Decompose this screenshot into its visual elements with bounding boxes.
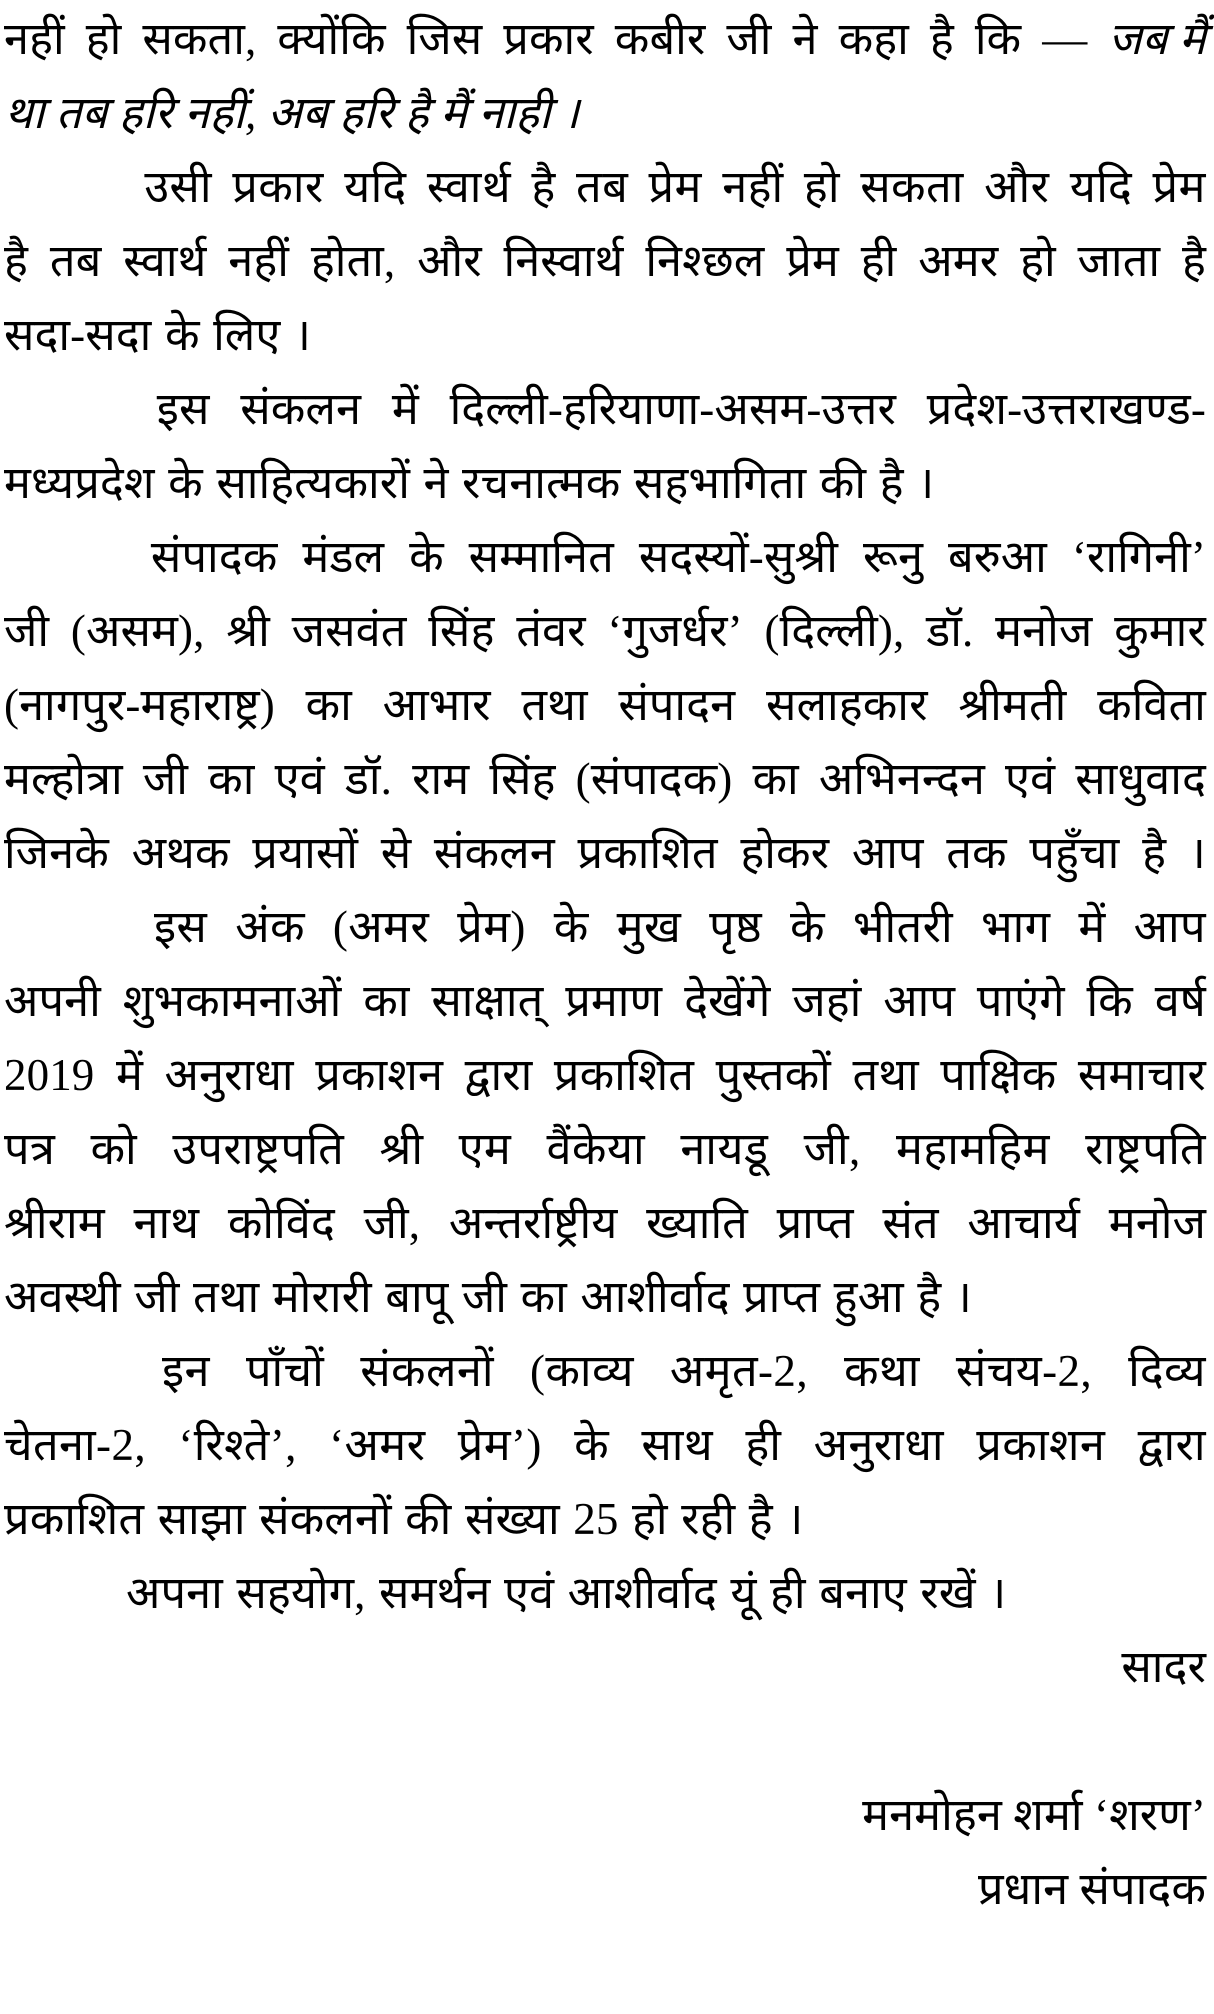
word: स्वार्थ (426, 162, 512, 212)
word: दिव्य (1128, 1346, 1206, 1396)
word: ख्याति (646, 1198, 748, 1248)
word: एवं (1005, 754, 1056, 804)
word: नायडू (680, 1124, 769, 1174)
word: तथा (521, 680, 588, 730)
word: का (208, 754, 255, 804)
word: संचय-2, (955, 1346, 1093, 1396)
word: जिनके (4, 828, 109, 878)
danda: । (917, 458, 935, 508)
word: ने (792, 14, 818, 64)
word: कि (974, 14, 1022, 64)
word: इस (156, 384, 210, 434)
word: जी (461, 1272, 508, 1322)
text-line (4, 742, 1206, 816)
word: (अमर (332, 902, 430, 952)
word: यदि (1069, 162, 1133, 212)
word: आशीर्वाद (580, 1272, 730, 1322)
word: एवं (504, 1568, 555, 1618)
signature-designation (4, 1852, 1206, 1926)
word: अनुराधा (813, 1420, 944, 1470)
word: नहीं (228, 236, 290, 286)
word: समाचार (1077, 1050, 1206, 1100)
text-line (4, 372, 1206, 446)
word: श्री (379, 1124, 424, 1174)
word: जी (4, 606, 50, 656)
word: आप (851, 828, 924, 878)
word: कि (1086, 976, 1133, 1026)
word: ‘रागिनी’ (1071, 532, 1206, 582)
word: साहित्यकारों (216, 458, 410, 508)
word: (दिल्ली), (764, 606, 905, 656)
word: है (748, 1494, 773, 1544)
word: यदि (344, 162, 407, 212)
word: अंक (235, 902, 305, 952)
word: मध्यप्रदेश (4, 458, 155, 508)
word: सादर (1121, 1642, 1206, 1692)
word: मंडल (302, 532, 385, 582)
word: प्राप्त (743, 1272, 821, 1322)
word: एम (458, 1124, 512, 1174)
word: अभिनन्दन (818, 754, 985, 804)
word: अमर (918, 236, 999, 286)
word: पत्र (4, 1124, 56, 1174)
word: साधुवाद (1075, 754, 1206, 804)
word: जी, (803, 1124, 861, 1174)
word: संकलन (240, 384, 362, 434)
text-line (4, 1260, 1206, 1334)
word: द्वारा (464, 1050, 533, 1100)
word: मोरारी (272, 1272, 372, 1322)
word: चेतना-2, (4, 1420, 146, 1470)
word: शुभकामनाओं (122, 976, 342, 1026)
word: तंवर (516, 606, 586, 656)
word: हो (1020, 236, 1056, 286)
body-text-block (4, 2, 1206, 1926)
word: सकता, (142, 14, 257, 64)
word: तथा (192, 1272, 260, 1322)
word: इन (162, 1346, 210, 1396)
word: प्रकार (232, 162, 324, 212)
word: साझा (157, 1494, 246, 1544)
signature-gap (4, 1704, 1206, 1778)
editor-in-chief-title: प्रधान संपादक (977, 1864, 1206, 1914)
danda: । (1188, 828, 1206, 878)
word: रखें (920, 1568, 976, 1618)
word: वर्ष (1154, 976, 1206, 1026)
word: अपना (126, 1568, 223, 1618)
word: साथ (641, 1420, 714, 1470)
word: संकलन (433, 828, 555, 878)
word: के (164, 310, 200, 360)
word: जहां (792, 976, 862, 1026)
word: के (553, 902, 589, 952)
word: (नागपुर-महाराष्ट्र) (4, 680, 275, 730)
word: प्रकाशन (976, 1420, 1106, 1470)
danda: । (293, 310, 312, 360)
word: प्रेम (1152, 162, 1206, 212)
word: का (305, 680, 352, 730)
word: आचार्य (967, 1198, 1080, 1248)
word: महामहिम (895, 1124, 1050, 1174)
text-line (4, 1112, 1206, 1186)
word: तब (49, 236, 102, 286)
word: ही (770, 1568, 806, 1618)
word: है (879, 458, 904, 508)
word: का (752, 754, 799, 804)
word: होता, (310, 236, 396, 286)
text-line (4, 964, 1206, 1038)
danda: । (786, 1494, 804, 1544)
word: समर्थन (379, 1568, 491, 1618)
word: भाग (980, 902, 1051, 952)
word: हो (631, 1494, 668, 1544)
word: बापू (385, 1272, 449, 1322)
word: प्रकाशित (577, 828, 718, 878)
word: कुमार (1114, 606, 1206, 656)
word: में (391, 384, 419, 434)
em-dash: — (1042, 14, 1088, 64)
word: जी, (363, 1198, 421, 1248)
word: पाक्षिक (940, 1050, 1057, 1100)
text-line (4, 1408, 1206, 1482)
word: आभार (382, 680, 491, 730)
word: लिए (213, 310, 281, 360)
text-line (4, 890, 1206, 964)
word: श्री (226, 606, 270, 656)
danda: । (989, 1568, 1007, 1618)
word: साक्षात् (431, 976, 544, 1026)
word: राष्ट्रपति (1085, 1124, 1206, 1174)
word: जी (134, 1272, 180, 1322)
word: जसवंत (291, 606, 407, 656)
quote-continuation: था तब हरि नहीं, अब हरि है मैं नाही । (4, 88, 580, 138)
word: संख्या (464, 1494, 560, 1544)
word: पृष्ठ (709, 902, 762, 952)
word: है (4, 236, 28, 286)
word: श्रीराम (4, 1198, 105, 1248)
word: अन्तर्राष्ट्रीय (448, 1198, 618, 1248)
word: श्रीमती (958, 680, 1067, 730)
word: और (984, 162, 1050, 212)
word: अनुराधा (164, 1050, 294, 1100)
word: पुस्तकों (715, 1050, 831, 1100)
word: प्रयासों (252, 828, 359, 878)
word: सहभागिता (633, 458, 807, 508)
word: प्रदेश-उत्तराखण्ड- (926, 384, 1206, 434)
text-line (4, 594, 1206, 668)
word: और (417, 236, 482, 286)
word: ‘अमर (329, 1420, 426, 1470)
word: होकर (740, 828, 830, 878)
word: देखेंगे (684, 976, 771, 1026)
word: तक (946, 828, 1007, 878)
word: (असम), (70, 606, 205, 656)
danda: । (954, 1272, 972, 1322)
word: रचनात्मक (462, 458, 621, 508)
text-line (4, 446, 1206, 520)
word: मनोज (1108, 1198, 1206, 1248)
text-line (4, 1334, 1206, 1408)
word: नहीं (4, 14, 65, 64)
word: अपनी (4, 976, 101, 1026)
word: में (1078, 902, 1106, 952)
word: जी (142, 754, 189, 804)
word: के (168, 458, 203, 508)
word: सम्मानित (468, 532, 614, 582)
word: अमृत-2, (669, 1346, 808, 1396)
word: के (789, 902, 825, 952)
word: पाँचों (245, 1346, 325, 1396)
word: प्रकाशन (315, 1050, 444, 1100)
word: का (520, 1272, 567, 1322)
word: सलाहकार (765, 680, 928, 730)
word: प्रेम (648, 162, 702, 212)
word: अथक (131, 828, 230, 878)
word: मल्होत्रा (4, 754, 123, 804)
closing-salutation (4, 1630, 1206, 1704)
text-line (4, 224, 1206, 298)
word: आप (1133, 902, 1206, 952)
word: तथा (852, 1050, 919, 1100)
word: सिंह (428, 606, 495, 656)
word: नहीं (722, 162, 784, 212)
word: डॉ. (344, 754, 392, 804)
word: भीतरी (852, 902, 954, 952)
collection-count: 25 (573, 1494, 619, 1544)
word: सिंह (489, 754, 556, 804)
text-line (4, 76, 1206, 150)
word: ने (423, 458, 449, 508)
text-line (4, 2, 1206, 76)
word: प्रेम) (457, 902, 526, 952)
word: से (380, 828, 412, 878)
word: ही (745, 1420, 782, 1470)
word: प्रकार (503, 14, 594, 64)
word: की (819, 458, 867, 508)
word: सहयोग, (236, 1568, 366, 1618)
word: इस (153, 902, 208, 952)
word: को (90, 1124, 138, 1174)
word: हो (85, 14, 122, 64)
word: स्वार्थ (123, 236, 207, 286)
text-line (4, 150, 1206, 224)
word: निश्छल (645, 236, 765, 286)
word: है (1181, 236, 1206, 286)
word: नाथ (133, 1198, 200, 1248)
word: सदा-सदा (4, 310, 152, 360)
word: रही (681, 1494, 736, 1544)
word: संपादन (618, 680, 736, 730)
word: जाता (1077, 236, 1161, 286)
word: बनाए (819, 1568, 907, 1618)
editor-in-chief-name: मनमोहन शर्मा ‘शरण’ (862, 1790, 1206, 1840)
text-line (4, 668, 1206, 742)
word: दिल्ली-हरियाणा-असम-उत्तर (449, 384, 896, 434)
word: कबीर (614, 14, 706, 64)
word: है (1142, 828, 1167, 878)
word: (काव्य (529, 1346, 634, 1396)
text-line (4, 1482, 1206, 1556)
word: एवं (274, 754, 325, 804)
word: पाएंगे (976, 976, 1065, 1026)
word: में (115, 1050, 143, 1100)
word: का (363, 976, 410, 1026)
word: रूनु (862, 532, 924, 582)
word: प्रकाशित (553, 1050, 695, 1100)
word: हुआ (833, 1272, 904, 1322)
word: प्रमाण (565, 976, 663, 1026)
text-line (4, 1556, 1206, 1630)
word: की (405, 1494, 452, 1544)
text-line (4, 298, 1206, 372)
word: अवस्थी (4, 1272, 121, 1322)
word: सदस्यों-सुश्री (638, 532, 839, 582)
signature-name (4, 1778, 1206, 1852)
word: उपराष्ट्रपति (172, 1124, 345, 1174)
word: पहुँचा (1029, 828, 1120, 878)
text-line (4, 520, 1206, 594)
word: यूं (730, 1568, 757, 1618)
word: मनोज (995, 606, 1093, 656)
word: क्योंकि (277, 14, 386, 64)
word: प्राप्त (776, 1198, 854, 1248)
word: आप (883, 976, 956, 1026)
word: बरुआ (948, 532, 1047, 582)
word: सकता (860, 162, 964, 212)
word: जिस (406, 14, 483, 64)
quote-start: जब मैं (1108, 14, 1206, 64)
word: संत (882, 1198, 939, 1248)
word: उसी (144, 162, 212, 212)
word: के (409, 532, 444, 582)
word: है (917, 1272, 942, 1322)
word: डॉ. (926, 606, 974, 656)
word: कहा (838, 14, 909, 64)
word: प्रकाशित (4, 1494, 145, 1544)
word: कोविंद (227, 1198, 335, 1248)
word: के (574, 1420, 610, 1470)
word: कविता (1097, 680, 1206, 730)
word: (संपादक) (575, 754, 733, 804)
word: वैंकेया (546, 1124, 646, 1174)
word: संकलनों (259, 1494, 392, 1544)
word: ‘रिश्ते’, (178, 1420, 297, 1470)
word: ‘गुजर्धर’ (607, 606, 743, 656)
word: द्वारा (1137, 1420, 1206, 1470)
word: संकलनों (360, 1346, 494, 1396)
text-line (4, 816, 1206, 890)
word: मुख (616, 902, 682, 952)
word: राम (412, 754, 470, 804)
word: जी (726, 14, 772, 64)
text-line (4, 1038, 1206, 1112)
word: तब (576, 162, 629, 212)
word: है (929, 14, 954, 64)
word: निस्वार्थ (503, 236, 624, 286)
word: संपादक (150, 532, 278, 582)
text-line (4, 1186, 1206, 1260)
year: 2019 (4, 1050, 95, 1100)
word: कथा (844, 1346, 920, 1396)
word: है (531, 162, 556, 212)
word: ही (860, 236, 897, 286)
word: हो (803, 162, 840, 212)
word: प्रेम’) (457, 1420, 542, 1470)
word: प्रेम (786, 236, 839, 286)
word: आशीर्वाद (567, 1568, 717, 1618)
